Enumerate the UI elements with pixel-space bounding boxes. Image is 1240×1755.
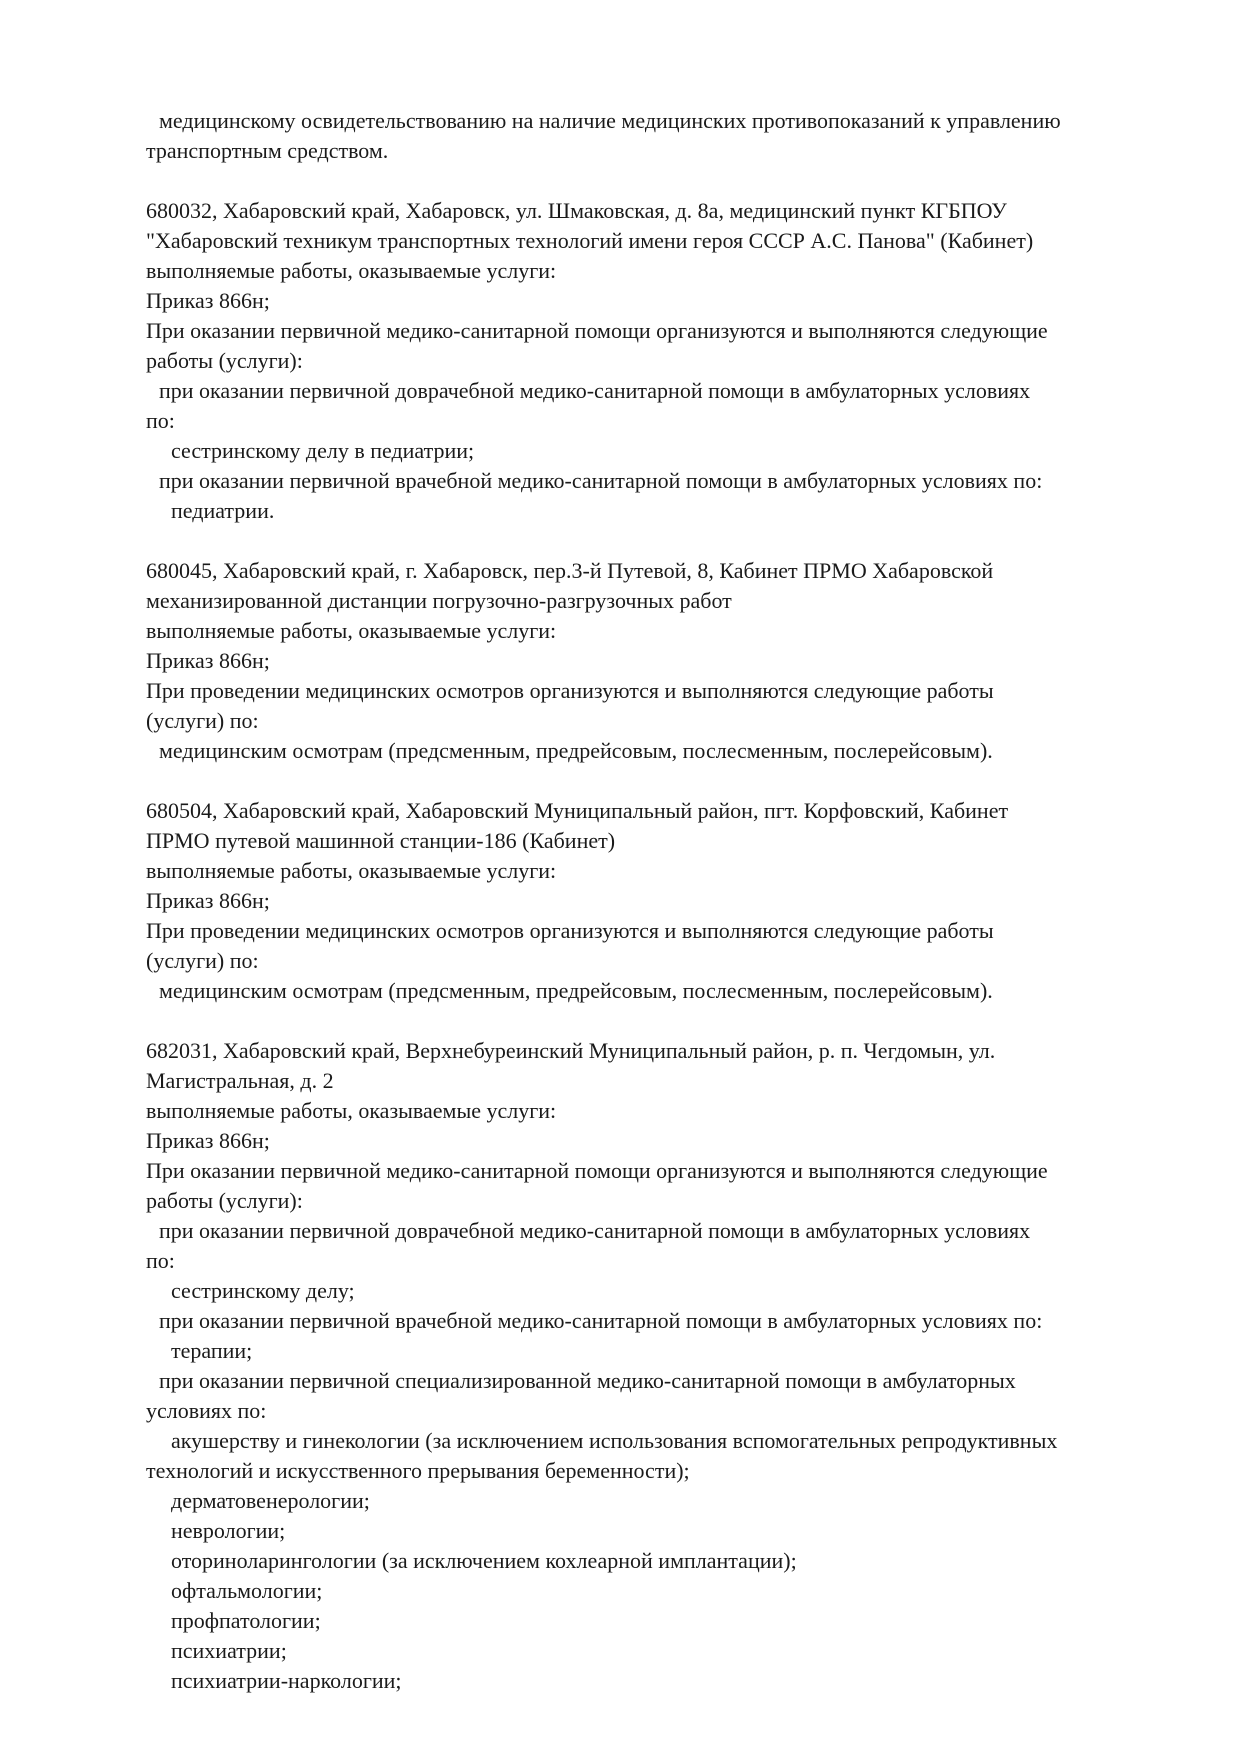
text-line: дерматовенерологии;	[171, 1488, 370, 1513]
text-line: медицинскому освидетельствованию на наличие медицинских противопоказаний к управлению	[159, 108, 1061, 133]
address-line: Магистральная, д. 2	[146, 1068, 334, 1093]
text-line: Приказ 866н;	[146, 288, 270, 313]
text-line: сестринскому делу в педиатрии;	[171, 438, 475, 463]
text-line: акушерству и гинекологии (за исключением использования вспомогательных репродуктивных	[171, 1428, 1058, 1453]
address-line: ПРМО путевой машинной станции-186 (Кабинет)	[146, 828, 616, 853]
text-line: условиях по:	[146, 1398, 267, 1423]
text-line: выполняемые работы, оказываемые услуги:	[146, 618, 557, 643]
text-line: работы (услуги):	[146, 348, 303, 373]
text-line: работы (услуги):	[146, 1188, 303, 1213]
address-line: 682031, Хабаровский край, Верхнебуреинский Муниципальный район, р. п. Чегдомын, ул.	[146, 1038, 996, 1063]
text-line: выполняемые работы, оказываемые услуги:	[146, 258, 557, 283]
address-line: 680032, Хабаровский край, Хабаровск, ул. Шмаковская, д. 8а, медицинский пункт КГБПОУ	[146, 198, 1007, 223]
text-line: при оказании первичной доврачебной медико-санитарной помощи в амбулаторных условиях	[159, 378, 1031, 403]
text-line: выполняемые работы, оказываемые услуги:	[146, 858, 557, 883]
text-line: по:	[146, 408, 175, 433]
address-line: механизированной дистанции погрузочно-разгрузочных работ	[146, 588, 732, 613]
text-line: медицинским осмотрам (предсменным, предрейсовым, послесменным, послерейсовым).	[159, 738, 993, 763]
text-line: Приказ 866н;	[146, 1128, 270, 1153]
text-line: при оказании первичной врачебной медико-санитарной помощи в амбулаторных условиях по:	[159, 1308, 1043, 1333]
text-line: педиатрии.	[171, 498, 275, 523]
text-line: при оказании первичной специализированной медико-санитарной помощи в амбулаторных	[159, 1368, 1016, 1393]
text-line: неврологии;	[171, 1518, 286, 1543]
text-line: (услуги) по:	[146, 948, 259, 973]
text-line: При оказании первичной медико-санитарной помощи организуются и выполняются следующие	[146, 1158, 1048, 1183]
text-line: психиатрии-наркологии;	[171, 1668, 402, 1693]
text-line: профпатологии;	[171, 1608, 321, 1633]
address-line: 680504, Хабаровский край, Хабаровский Муниципальный район, пгт. Корфовский, Кабинет	[146, 798, 1009, 823]
text-line: при оказании первичной врачебной медико-санитарной помощи в амбулаторных условиях по:	[159, 468, 1043, 493]
text-line: При оказании первичной медико-санитарной помощи организуются и выполняются следующие	[146, 318, 1048, 343]
text-line: При проведении медицинских осмотров организуются и выполняются следующие работы	[146, 918, 994, 943]
text-line: при оказании первичной доврачебной медико-санитарной помощи в амбулаторных условиях	[159, 1218, 1031, 1243]
text-line: Приказ 866н;	[146, 888, 270, 913]
text-line: сестринскому делу;	[171, 1278, 355, 1303]
text-line: транспортным средством.	[146, 138, 389, 163]
text-line: (услуги) по:	[146, 708, 259, 733]
text-line: технологий и искусственного прерывания беременности);	[146, 1458, 690, 1483]
text-line: При проведении медицинских осмотров организуются и выполняются следующие работы	[146, 678, 994, 703]
address-line: 680045, Хабаровский край, г. Хабаровск, пер.3-й Путевой, 8, Кабинет ПРМО Хабаровской	[146, 558, 994, 583]
text-line: выполняемые работы, оказываемые услуги:	[146, 1098, 557, 1123]
text-line: оториноларингологии (за исключением кохлеарной имплантации);	[171, 1548, 797, 1573]
text-line: Приказ 866н;	[146, 648, 270, 673]
address-line: "Хабаровский техникум транспортных технологий имени героя СССР А.С. Панова" (Кабинет)	[146, 228, 1034, 253]
text-line: психиатрии;	[171, 1638, 287, 1663]
text-line: терапии;	[171, 1338, 253, 1363]
text-line: медицинским осмотрам (предсменным, предрейсовым, послесменным, послерейсовым).	[159, 978, 993, 1003]
text-line: офтальмологии;	[171, 1578, 323, 1603]
text-line: по:	[146, 1248, 175, 1273]
